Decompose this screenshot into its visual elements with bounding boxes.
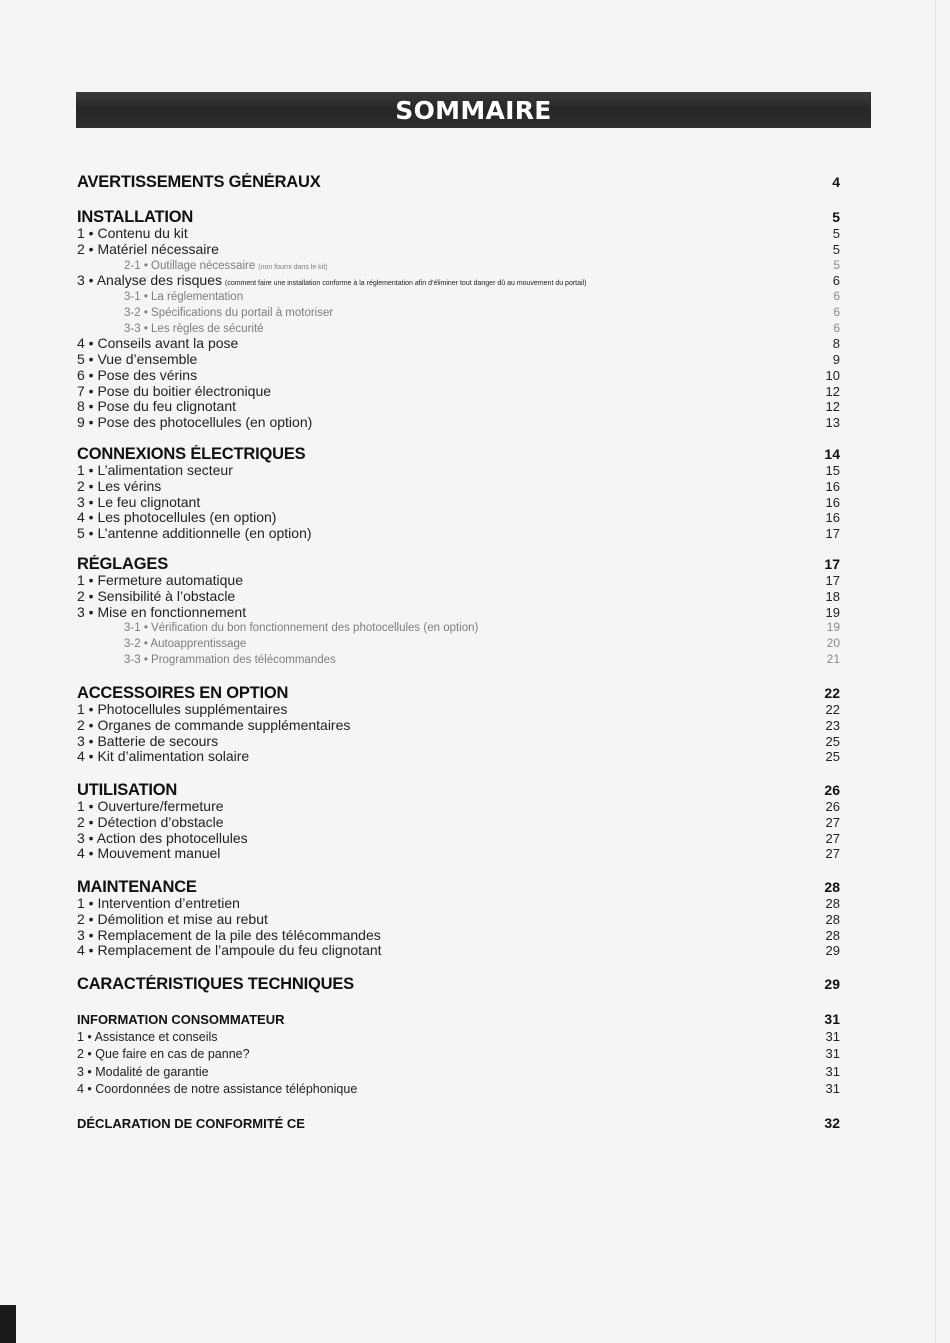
toc-entry-page: 5 bbox=[832, 226, 840, 241]
toc-entry bbox=[77, 226, 840, 242]
section-heading bbox=[77, 1010, 840, 1028]
toc-entry-label: 1 • Contenu du kit bbox=[77, 226, 188, 241]
toc-subentry-page: 20 bbox=[826, 636, 840, 650]
toc-entry bbox=[77, 896, 840, 912]
toc-entry-label: 2 • Démolition et mise au rebut bbox=[77, 911, 268, 927]
toc-entry-page: 26 bbox=[825, 799, 840, 814]
toc-entry bbox=[77, 831, 840, 847]
toc-subentry-page: 6 bbox=[833, 320, 840, 335]
toc-entry-page: 12 bbox=[825, 383, 840, 399]
toc-entry-page: 22 bbox=[825, 702, 840, 717]
toc-subentry bbox=[77, 652, 840, 668]
toc-entry bbox=[77, 799, 840, 815]
toc-entry-page: 25 bbox=[825, 733, 840, 749]
toc-entry bbox=[77, 928, 840, 944]
toc-entry bbox=[77, 846, 840, 862]
toc-entry-page: 18 bbox=[825, 588, 840, 604]
section-information-consommateur bbox=[77, 1010, 840, 1097]
section-heading-title: ACCESSOIRES EN OPTION bbox=[77, 684, 289, 702]
toc-entry-label: 2 • Que faire en cas de panne? bbox=[77, 1047, 250, 1062]
page-title: SOMMAIRE bbox=[395, 95, 552, 125]
toc-entry-page: 5 bbox=[832, 241, 840, 257]
section-heading-page: 31 bbox=[824, 1011, 840, 1027]
toc-subentry-label: 3-3 • Les règles de sécurité bbox=[124, 322, 264, 335]
section-heading bbox=[77, 208, 840, 226]
toc-entry bbox=[77, 1028, 840, 1045]
section-heading-page: 14 bbox=[824, 446, 840, 462]
section-heading-page: 5 bbox=[832, 209, 840, 225]
toc-entry bbox=[77, 815, 840, 831]
toc-subentry bbox=[77, 305, 840, 321]
toc-entry-page: 28 bbox=[825, 927, 840, 943]
toc-subentry-page: 5 bbox=[833, 257, 840, 272]
section-reglages bbox=[77, 555, 840, 668]
toc-subentry-label: 3-2 • Spécifications du portail à motoriser bbox=[124, 306, 334, 319]
section-heading-page: 17 bbox=[824, 556, 840, 572]
toc-entry-page: 31 bbox=[825, 1029, 840, 1044]
toc-entry-label: 4 • Kit d’alimentation solaire bbox=[77, 749, 250, 765]
section-heading bbox=[77, 555, 840, 573]
toc-entry-page: 16 bbox=[825, 494, 840, 510]
toc-entry bbox=[77, 336, 840, 352]
toc-entry bbox=[77, 1063, 840, 1080]
section-heading bbox=[77, 173, 840, 191]
toc-subentry-label: 2-1 • Outillage nécessaire bbox=[124, 259, 256, 272]
toc-entry bbox=[77, 734, 840, 750]
toc-entry bbox=[77, 943, 840, 959]
toc-entry-page: 27 bbox=[825, 814, 840, 830]
toc-entry-label: 5 • L’antenne additionnelle (en option) bbox=[77, 526, 312, 541]
toc-entry-label: 4 • Coordonnées de notre assistance téléphonique bbox=[77, 1081, 358, 1096]
toc-entry bbox=[77, 463, 840, 479]
page-edge bbox=[935, 0, 936, 1343]
toc-entry-label: 1 • Intervention d’entretien bbox=[77, 896, 240, 911]
toc-entry bbox=[77, 573, 840, 589]
toc-entry bbox=[77, 1045, 840, 1062]
toc-entry-label: 2 • Sensibilité à l’obstacle bbox=[77, 588, 236, 604]
section-heading-page: 32 bbox=[824, 1115, 840, 1131]
section-heading-page: 26 bbox=[824, 782, 840, 798]
toc-entry-page: 31 bbox=[825, 1063, 840, 1079]
section-heading bbox=[77, 445, 840, 463]
toc-subentry bbox=[77, 636, 840, 652]
toc-subentry-label: 3-2 • Autoapprentissage bbox=[124, 638, 247, 650]
toc-entry bbox=[77, 479, 840, 495]
section-connexions bbox=[77, 445, 840, 542]
toc-subentry bbox=[77, 321, 840, 337]
toc-entry-page: 12 bbox=[825, 399, 840, 415]
toc-entry-page: 16 bbox=[825, 510, 840, 526]
section-heading bbox=[77, 878, 840, 896]
title-banner bbox=[76, 92, 871, 128]
toc-entry-label: 1 • L’alimentation secteur bbox=[77, 463, 233, 478]
section-heading bbox=[77, 684, 840, 702]
section-heading-page: 22 bbox=[824, 685, 840, 701]
section-heading-page: 4 bbox=[832, 174, 840, 190]
section-caracteristiques bbox=[77, 975, 840, 993]
toc-entry-label: 2 • Organes de commande supplémentaires bbox=[77, 717, 351, 733]
toc-subentry bbox=[77, 258, 840, 274]
section-heading-title: MAINTENANCE bbox=[77, 878, 197, 896]
toc-subentry bbox=[77, 289, 840, 305]
toc-entry bbox=[77, 415, 840, 431]
toc-entry-page: 31 bbox=[825, 1046, 840, 1062]
toc-entry-label: 5 • Vue d’ensemble bbox=[77, 352, 198, 367]
toc-subentry-page: 6 bbox=[833, 289, 840, 303]
toc-entry-page: 15 bbox=[825, 463, 840, 478]
toc-subentry-label: 3-1 • Vérification du bon fonctionnement des photocellules (en option) bbox=[124, 622, 479, 635]
scan-edge-mark bbox=[0, 1305, 16, 1343]
toc-entry-label: 3 • Analyse des risques bbox=[77, 273, 222, 289]
toc-entry bbox=[77, 273, 840, 289]
section-utilisation bbox=[77, 781, 840, 862]
section-declaration bbox=[77, 1114, 840, 1132]
section-heading bbox=[77, 1114, 840, 1132]
toc-entry bbox=[77, 526, 840, 542]
section-heading-title: DÉCLARATION DE CONFORMITÉ CE bbox=[77, 1116, 305, 1131]
toc-entry-label: 8 • Pose du feu clignotant bbox=[77, 399, 237, 415]
toc-entry-page: 28 bbox=[825, 896, 840, 911]
toc-entry-label: 1 • Assistance et conseils bbox=[77, 1030, 218, 1044]
toc-entry-label: 3 • Mise en fonctionnement bbox=[77, 604, 247, 620]
toc-entry-page: 6 bbox=[832, 273, 840, 289]
toc-entry-label: 1 • Photocellules supplémentaires bbox=[77, 702, 288, 717]
toc-entry-note: (comment faire une installation conforme à la réglementation afin d’éliminer tout danger dû au mouvement du portail) bbox=[224, 280, 587, 288]
toc-entry-label: 6 • Pose des vérins bbox=[77, 367, 198, 383]
toc-entry-label: 2 • Matériel nécessaire bbox=[77, 241, 219, 257]
toc-entry bbox=[77, 589, 840, 605]
toc-entry-label: 3 • Modalité de garantie bbox=[77, 1064, 209, 1079]
toc-entry-label: 1 • Ouverture/fermeture bbox=[77, 799, 224, 814]
toc-subentry bbox=[77, 620, 840, 636]
toc-entry bbox=[77, 242, 840, 258]
section-heading-title: AVERTISSEMENTS GÉNÉRAUX bbox=[77, 173, 321, 191]
toc-entry-label: 3 • Batterie de secours bbox=[77, 733, 219, 749]
toc-entry-label: 3 • Le feu clignotant bbox=[77, 494, 201, 510]
section-heading-page: 28 bbox=[824, 879, 840, 895]
section-heading bbox=[77, 781, 840, 799]
toc-entry-page: 19 bbox=[825, 604, 840, 620]
section-heading-title: UTILISATION bbox=[77, 781, 178, 799]
toc-subentry-label: 3-3 • Programmation des télécommandes bbox=[124, 653, 336, 666]
toc-entry-label: 3 • Remplacement de la pile des télécommandes bbox=[77, 927, 381, 943]
toc-entry-page: 9 bbox=[832, 352, 840, 367]
toc-entry-page: 27 bbox=[825, 830, 840, 846]
toc-entry-page: 10 bbox=[825, 367, 840, 383]
toc-entry-label: 4 • Conseils avant la pose bbox=[77, 336, 239, 352]
toc-entry-page: 25 bbox=[825, 749, 840, 765]
toc-entry-page: 16 bbox=[825, 478, 840, 494]
toc-entry bbox=[77, 384, 840, 400]
toc-entry-page: 29 bbox=[825, 943, 840, 959]
section-heading-title: INFORMATION CONSOMMATEUR bbox=[77, 1012, 285, 1027]
section-installation bbox=[77, 208, 840, 431]
toc-subentry-label: 3-1 • La réglementation bbox=[124, 291, 244, 303]
section-heading-title: CONNEXIONS ÉLECTRIQUES bbox=[77, 445, 306, 463]
toc-entry-page: 27 bbox=[825, 846, 840, 862]
section-heading-title: INSTALLATION bbox=[77, 208, 194, 226]
toc-entry bbox=[77, 368, 840, 384]
toc-entry bbox=[77, 605, 840, 621]
toc-entry-label: 9 • Pose des photocellules (en option) bbox=[77, 415, 313, 430]
toc-entry-label: 3 • Action des photocellules bbox=[77, 830, 248, 846]
toc-entry bbox=[77, 912, 840, 928]
toc-subentry-page: 21 bbox=[826, 651, 840, 666]
toc-entry-page: 28 bbox=[825, 911, 840, 927]
toc-entry bbox=[77, 495, 840, 511]
toc-entry-label: 4 • Les photocellules (en option) bbox=[77, 510, 277, 526]
toc-subentry-note: (non fourni dans le kit) bbox=[258, 263, 328, 271]
toc-subentry-page: 19 bbox=[826, 620, 840, 635]
toc-entry-page: 13 bbox=[825, 415, 840, 430]
toc-entry-page: 23 bbox=[825, 717, 840, 733]
section-accessoires bbox=[77, 684, 840, 765]
toc-entry-label: 2 • Détection d’obstacle bbox=[77, 814, 224, 830]
section-maintenance bbox=[77, 878, 840, 959]
toc-entry-label: 1 • Fermeture automatique bbox=[77, 573, 243, 588]
toc-entry bbox=[77, 749, 840, 765]
toc-entry bbox=[77, 702, 840, 718]
toc-entry bbox=[77, 1080, 840, 1097]
toc-subentry-page: 6 bbox=[833, 304, 840, 319]
section-heading-title: CARACTÉRISTIQUES TECHNIQUES bbox=[77, 975, 354, 993]
section-heading-title: RÉGLAGES bbox=[77, 555, 168, 573]
toc-entry-page: 17 bbox=[825, 526, 840, 541]
toc-entry bbox=[77, 352, 840, 368]
toc-entry bbox=[77, 718, 840, 734]
toc-entry-page: 31 bbox=[825, 1080, 840, 1096]
toc-entry-label: 4 • Mouvement manuel bbox=[77, 846, 221, 862]
toc-entry bbox=[77, 399, 840, 415]
toc-entry-label: 2 • Les vérins bbox=[77, 478, 162, 494]
toc-entry-page: 17 bbox=[825, 573, 840, 588]
section-heading bbox=[77, 975, 840, 993]
toc-entry-label: 4 • Remplacement de l’ampoule du feu clignotant bbox=[77, 943, 382, 959]
toc-entry-page: 8 bbox=[832, 336, 840, 352]
toc-entry-label: 7 • Pose du boitier électronique bbox=[77, 383, 272, 399]
toc-entry bbox=[77, 510, 840, 526]
section-heading-page: 29 bbox=[824, 976, 840, 992]
section-avertissements bbox=[77, 173, 840, 191]
